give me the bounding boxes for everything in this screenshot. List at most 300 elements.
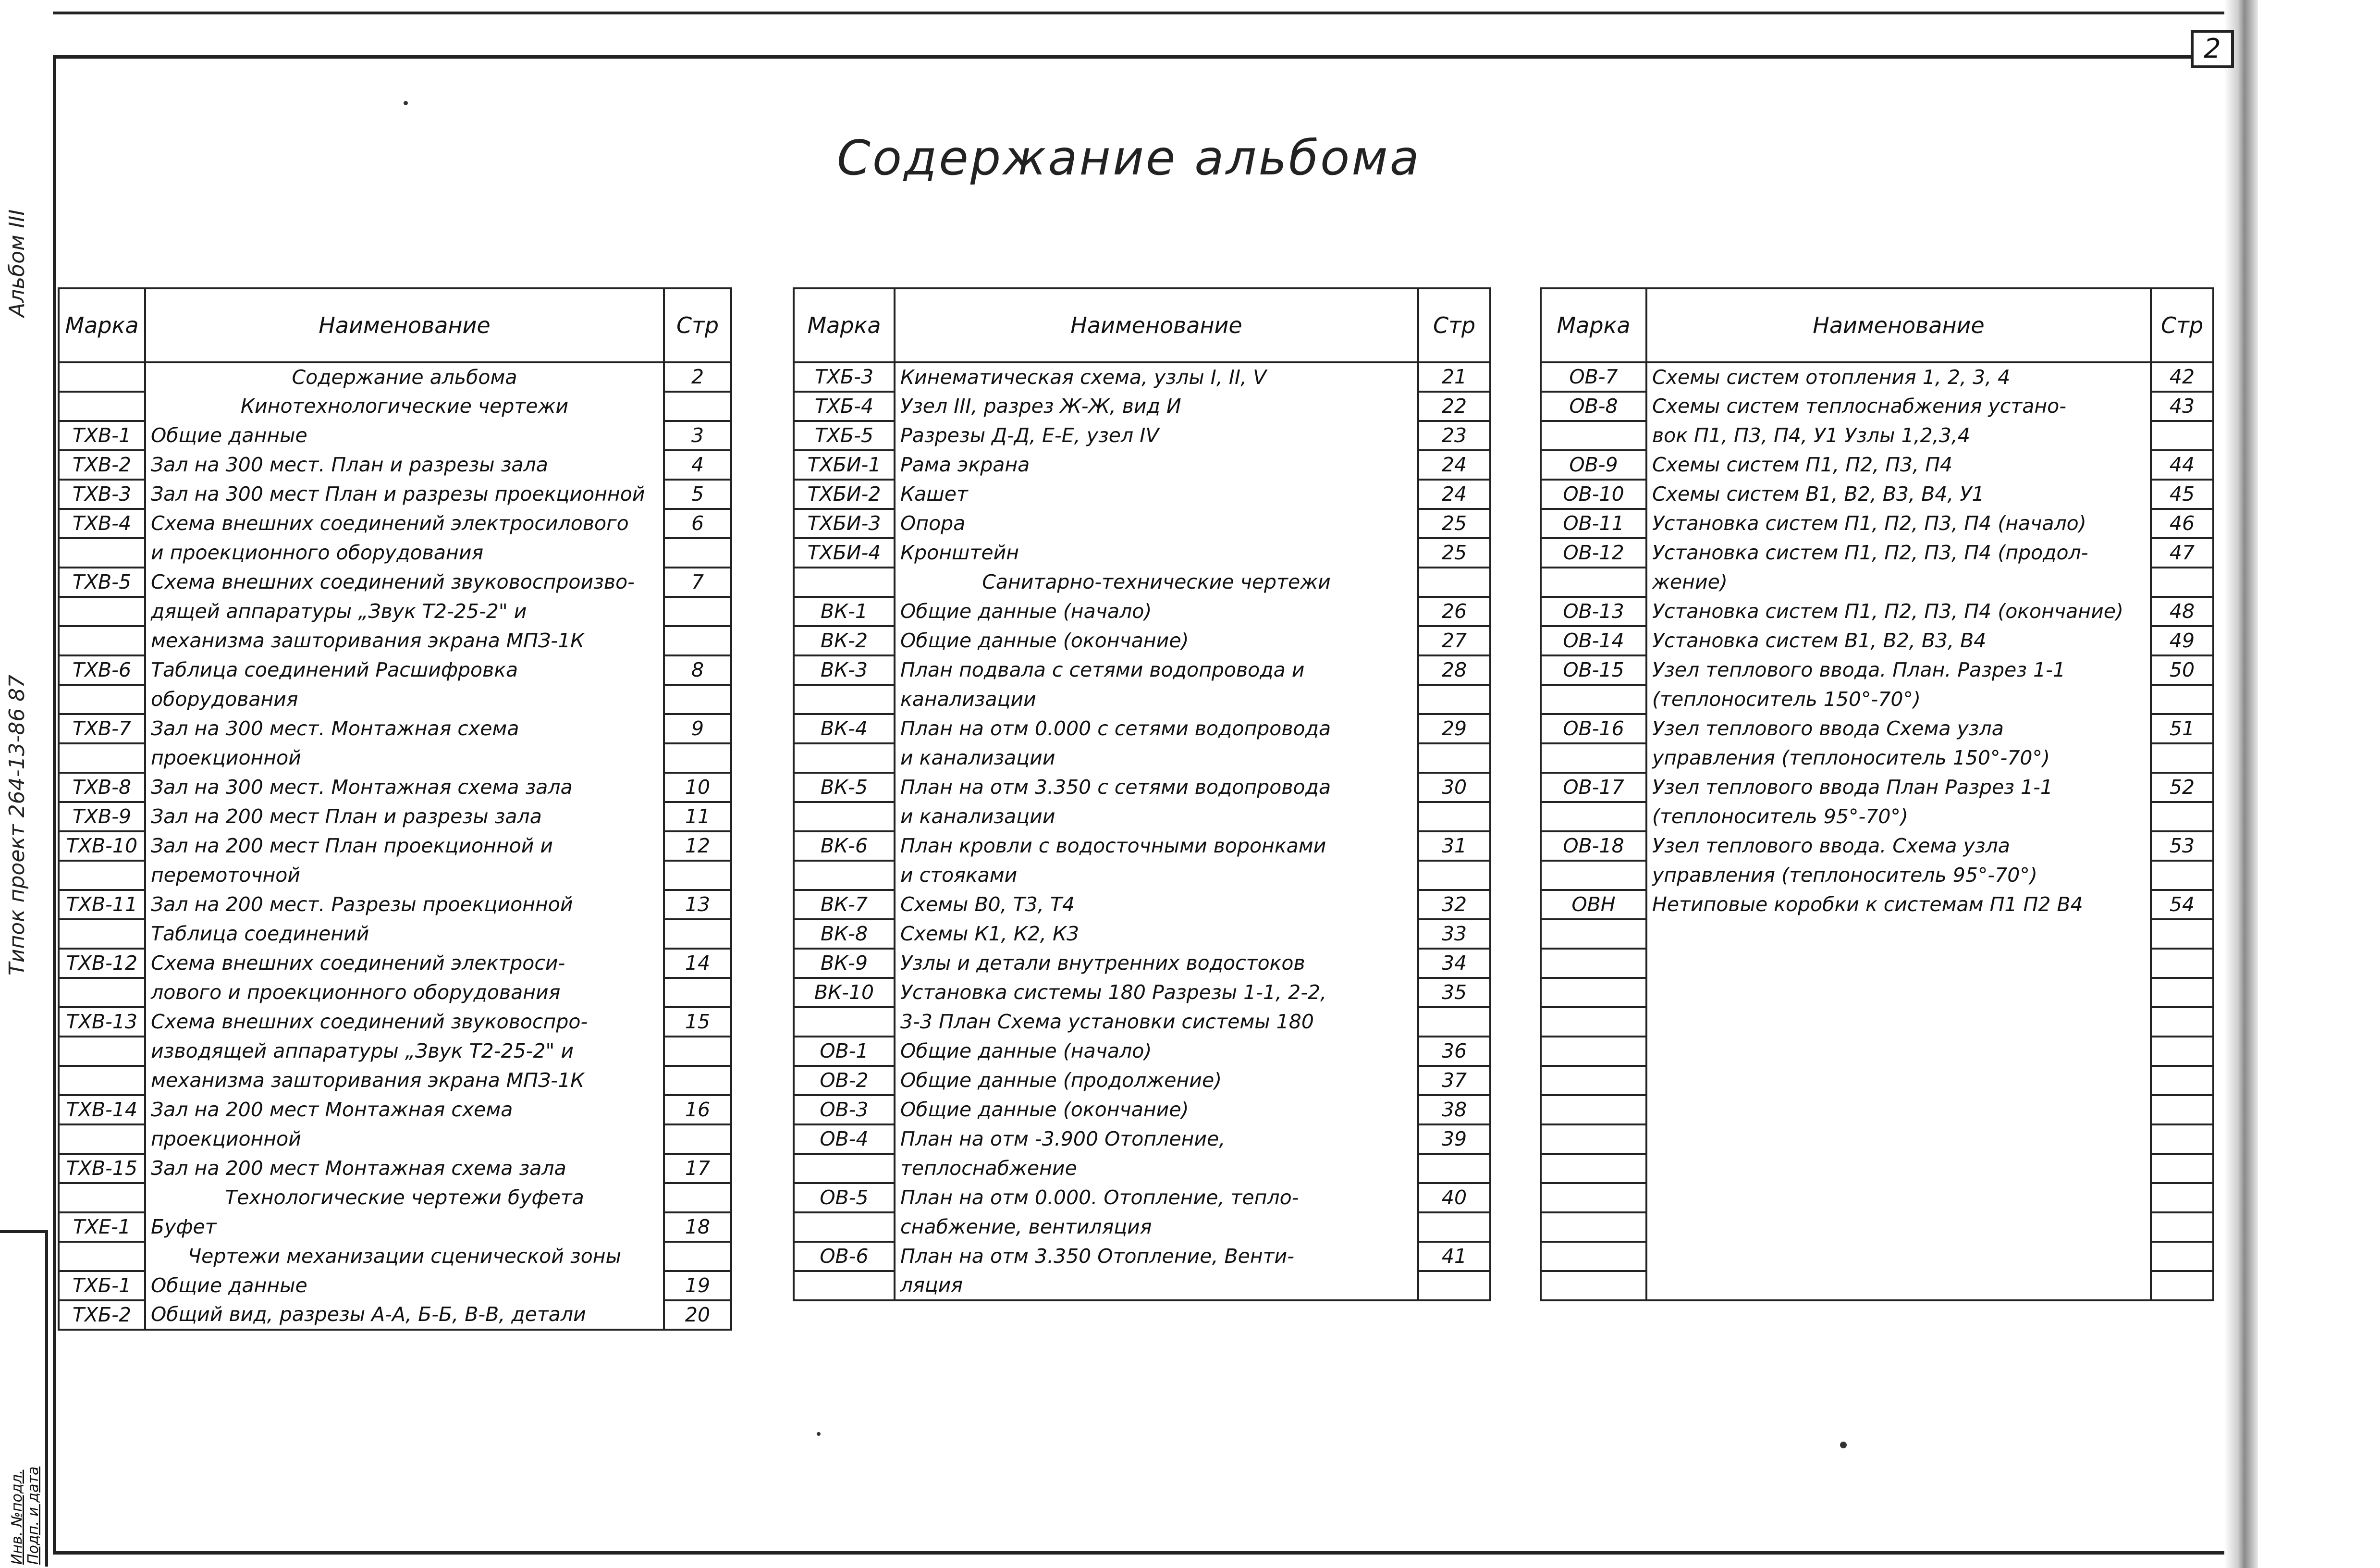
page-cell <box>1418 685 1490 714</box>
page-cell: 9 <box>664 714 731 743</box>
name-cell <box>1646 978 2151 1007</box>
mark-cell <box>1541 1124 1646 1154</box>
table-row <box>59 802 731 831</box>
mark-cell: ВК-3 <box>794 655 895 685</box>
page-cell <box>664 1242 731 1271</box>
mark-cell <box>1541 861 1646 890</box>
page-cell: 37 <box>1418 1066 1490 1095</box>
page-cell: 30 <box>1418 773 1490 802</box>
name-cell: Зал на 300 мест. План и разрезы зала <box>145 450 664 480</box>
mark-cell: ОВ-10 <box>1541 480 1646 509</box>
approval-stamp-box <box>0 1230 48 1567</box>
top-border-line <box>53 12 2253 14</box>
table-row <box>794 1183 1490 1212</box>
table-row <box>794 773 1490 802</box>
table-row <box>59 655 731 685</box>
name-cell <box>1646 1271 2151 1300</box>
mark-cell: ТХВ-4 <box>59 509 145 538</box>
page-cell: 45 <box>2151 480 2213 509</box>
mark-cell: ТХБ-3 <box>794 362 895 392</box>
name-cell: Технологические чертежи буфета <box>145 1183 664 1212</box>
page-cell <box>664 978 731 1007</box>
table-row <box>1541 890 2213 919</box>
name-cell: Кронштейн <box>895 538 1418 568</box>
contents-table-2 <box>793 287 1491 1301</box>
mark-cell: ТХВ-6 <box>59 655 145 685</box>
name-cell: Таблица соединений <box>145 919 664 949</box>
mark-cell <box>59 685 145 714</box>
table-row <box>1541 1154 2213 1183</box>
mark-cell <box>1541 919 1646 949</box>
mark-cell: ТХВ-9 <box>59 802 145 831</box>
mark-cell: ТХБ-2 <box>59 1300 145 1330</box>
table-row <box>59 773 731 802</box>
name-cell: Содержание альбома <box>145 362 664 392</box>
page-cell: 19 <box>664 1271 731 1300</box>
mark-cell: ОВ-7 <box>1541 362 1646 392</box>
mark-cell: ТХВ-12 <box>59 949 145 978</box>
page-cell: 4 <box>664 450 731 480</box>
page-cell: 29 <box>1418 714 1490 743</box>
page-cell: 31 <box>1418 831 1490 861</box>
mark-cell <box>794 685 895 714</box>
page-cell: 53 <box>2151 831 2213 861</box>
page-cell: 33 <box>1418 919 1490 949</box>
mark-cell: ОВ-1 <box>794 1037 895 1066</box>
name-cell: Чертежи механизации сценической зоны <box>145 1242 664 1271</box>
name-cell: Схемы В0, Т3, Т4 <box>895 890 1418 919</box>
table-row <box>59 831 731 861</box>
side-label-project: Типок проект 264-13-86 87 <box>5 674 29 975</box>
page-cell <box>664 743 731 773</box>
name-cell: Схема внешних соединений электроси- <box>145 949 664 978</box>
name-cell: Зал на 200 мест План и разрезы зала <box>145 802 664 831</box>
table-row <box>1541 949 2213 978</box>
name-cell: Кинотехнологические чертежи <box>145 392 664 421</box>
table-row <box>59 1154 731 1183</box>
name-cell: Опора <box>895 509 1418 538</box>
table-row <box>59 1066 731 1095</box>
mark-cell <box>59 1183 145 1212</box>
table-row <box>59 1212 731 1242</box>
table-row <box>1541 362 2213 392</box>
header-page: Стр <box>1418 288 1490 362</box>
table-row <box>1541 685 2213 714</box>
table-row <box>1541 861 2213 890</box>
table-row <box>59 1300 731 1330</box>
name-cell: Зал на 200 мест Монтажная схема зала <box>145 1154 664 1183</box>
mark-cell <box>59 978 145 1007</box>
name-cell: Схемы систем отопления 1, 2, 3, 4 <box>1646 362 2151 392</box>
table-row <box>794 802 1490 831</box>
table-row <box>59 568 731 597</box>
table-row <box>59 1095 731 1124</box>
name-cell: Общие данные (окончание) <box>895 1095 1418 1124</box>
mark-cell: ОВ-2 <box>794 1066 895 1095</box>
mark-cell: ВК-4 <box>794 714 895 743</box>
page-cell <box>664 1124 731 1154</box>
name-cell <box>1646 1242 2151 1271</box>
mark-cell <box>794 743 895 773</box>
mark-cell: ТХБ-5 <box>794 421 895 450</box>
page-cell <box>2151 1154 2213 1183</box>
name-cell: канализации <box>895 685 1418 714</box>
page-cell <box>664 919 731 949</box>
name-cell: Схемы систем теплоснабжения устано- <box>1646 392 2151 421</box>
page-cell: 25 <box>1418 509 1490 538</box>
table-row <box>1541 919 2213 949</box>
page-cell: 12 <box>664 831 731 861</box>
page-cell <box>2151 1124 2213 1154</box>
page-cell: 24 <box>1418 450 1490 480</box>
mark-cell: ОВ-11 <box>1541 509 1646 538</box>
mark-cell: ТХВ-2 <box>59 450 145 480</box>
table-row <box>1541 978 2213 1007</box>
table-row <box>794 626 1490 655</box>
name-cell <box>1646 1124 2151 1154</box>
table-row <box>1541 597 2213 626</box>
page-cell: 43 <box>2151 392 2213 421</box>
page-cell: 14 <box>664 949 731 978</box>
mark-cell: ОВ-12 <box>1541 538 1646 568</box>
name-cell: и канализации <box>895 743 1418 773</box>
table-row <box>59 743 731 773</box>
scan-speck <box>817 1432 821 1436</box>
mark-cell <box>794 1154 895 1183</box>
mark-cell: ТХВ-11 <box>59 890 145 919</box>
mark-cell <box>1541 1037 1646 1066</box>
table-row <box>1541 1095 2213 1124</box>
page-cell <box>2151 1066 2213 1095</box>
page-cell: 48 <box>2151 597 2213 626</box>
page-cell: 54 <box>2151 890 2213 919</box>
name-cell <box>1646 1212 2151 1242</box>
mark-cell: ТХБИ-4 <box>794 538 895 568</box>
header-mark: Марка <box>794 288 895 362</box>
page-cell: 38 <box>1418 1095 1490 1124</box>
table-row <box>59 890 731 919</box>
header-mark: Марка <box>1541 288 1646 362</box>
mark-cell <box>59 1037 145 1066</box>
mark-cell <box>1541 568 1646 597</box>
name-cell: (теплоноситель 95°-70°) <box>1646 802 2151 831</box>
name-cell: Установка систем В1, В2, В3, В4 <box>1646 626 2151 655</box>
mark-cell: ОВ-15 <box>1541 655 1646 685</box>
name-cell: жение) <box>1646 568 2151 597</box>
page-cell <box>2151 1183 2213 1212</box>
table-row <box>794 509 1490 538</box>
page-cell: 52 <box>2151 773 2213 802</box>
table-row <box>59 421 731 450</box>
mark-cell <box>59 392 145 421</box>
page-cell: 17 <box>664 1154 731 1183</box>
name-cell: 3-3 План Схема установки системы 180 <box>895 1007 1418 1037</box>
page-cell <box>664 626 731 655</box>
mark-cell: ТХВ-5 <box>59 568 145 597</box>
mark-cell: ОВ-5 <box>794 1183 895 1212</box>
page-cell: 20 <box>664 1300 731 1330</box>
mark-cell <box>59 743 145 773</box>
mark-cell <box>59 597 145 626</box>
name-cell: План кровли с водосточными воронками <box>895 831 1418 861</box>
name-cell: Узел теплового ввода Схема узла <box>1646 714 2151 743</box>
name-cell: Зал на 200 мест. Разрезы проекционной <box>145 890 664 919</box>
name-cell <box>1646 1066 2151 1095</box>
name-cell: Установка систем П1, П2, П3, П4 (продол- <box>1646 538 2151 568</box>
page-cell: 11 <box>664 802 731 831</box>
page-cell: 36 <box>1418 1037 1490 1066</box>
name-cell: ляция <box>895 1271 1418 1300</box>
mark-cell <box>794 1212 895 1242</box>
page-cell <box>2151 685 2213 714</box>
table-row <box>794 685 1490 714</box>
header-page: Стр <box>2151 288 2213 362</box>
mark-cell: ОВ-16 <box>1541 714 1646 743</box>
name-cell <box>1646 1183 2151 1212</box>
name-cell <box>1646 1007 2151 1037</box>
name-cell: План на отм -3.900 Отопление, <box>895 1124 1418 1154</box>
name-cell: Общие данные (окончание) <box>895 626 1418 655</box>
table-row <box>794 538 1490 568</box>
page-cell <box>664 538 731 568</box>
page-cell <box>1418 1271 1490 1300</box>
page-cell <box>664 597 731 626</box>
mark-cell: ТХВ-7 <box>59 714 145 743</box>
table-row <box>794 743 1490 773</box>
table-row <box>1541 1183 2213 1212</box>
table-row <box>794 714 1490 743</box>
mark-cell: ВК-9 <box>794 949 895 978</box>
table-row <box>794 949 1490 978</box>
name-cell <box>1646 949 2151 978</box>
name-cell: перемоточной <box>145 861 664 890</box>
table-row <box>59 919 731 949</box>
name-cell: Схемы К1, К2, К3 <box>895 919 1418 949</box>
mark-cell <box>1541 1007 1646 1037</box>
table-row <box>59 480 731 509</box>
page-cell: 49 <box>2151 626 2213 655</box>
table-row <box>794 1095 1490 1124</box>
mark-cell <box>794 1271 895 1300</box>
mark-cell: ТХВ-8 <box>59 773 145 802</box>
name-cell: Узел теплового ввода. Схема узла <box>1646 831 2151 861</box>
page-cell: 8 <box>664 655 731 685</box>
table-row <box>794 392 1490 421</box>
name-cell: проекционной <box>145 1124 664 1154</box>
table-row <box>1541 1212 2213 1242</box>
name-cell: и стояками <box>895 861 1418 890</box>
name-cell: Общие данные <box>145 1271 664 1300</box>
page-cell <box>2151 1242 2213 1271</box>
name-cell: Схемы систем В1, В2, В3, В4, У1 <box>1646 480 2151 509</box>
table-row <box>59 949 731 978</box>
name-cell: вок П1, П3, П4, У1 Узлы 1,2,3,4 <box>1646 421 2151 450</box>
page-cell <box>2151 743 2213 773</box>
mark-cell <box>1541 421 1646 450</box>
page-cell: 25 <box>1418 538 1490 568</box>
name-cell: План на отм 0.000. Отопление, тепло- <box>895 1183 1418 1212</box>
page-number: 2 <box>2191 30 2234 68</box>
mark-cell: ОВ-17 <box>1541 773 1646 802</box>
table-row <box>59 1242 731 1271</box>
name-cell <box>1646 1154 2151 1183</box>
header-page: Стр <box>664 288 731 362</box>
mark-cell: ТХБИ-1 <box>794 450 895 480</box>
name-cell: дящей аппаратуры „Звук Т2-25-2" и <box>145 597 664 626</box>
mark-cell: ТХБИ-2 <box>794 480 895 509</box>
table-header-row <box>794 288 1490 362</box>
mark-cell <box>1541 802 1646 831</box>
table-row <box>794 655 1490 685</box>
mark-cell: ВК-8 <box>794 919 895 949</box>
page-cell: 34 <box>1418 949 1490 978</box>
page-cell: 18 <box>664 1212 731 1242</box>
page-cell: 50 <box>2151 655 2213 685</box>
name-cell: снабжение, вентиляция <box>895 1212 1418 1242</box>
mark-cell: ТХВ-1 <box>59 421 145 450</box>
table-row <box>794 568 1490 597</box>
table-row <box>794 1154 1490 1183</box>
mark-cell: ОВ-3 <box>794 1095 895 1124</box>
mark-cell: ОВ-4 <box>794 1124 895 1154</box>
table-row <box>1541 802 2213 831</box>
name-cell: и проекционного оборудования <box>145 538 664 568</box>
page-cell <box>1418 1007 1490 1037</box>
page-cell: 24 <box>1418 480 1490 509</box>
table-row <box>794 480 1490 509</box>
table-row <box>59 1183 731 1212</box>
page-cell: 41 <box>1418 1242 1490 1271</box>
table-row <box>59 1037 731 1066</box>
name-cell: Зал на 200 мест План проекционной и <box>145 831 664 861</box>
name-cell <box>1646 1037 2151 1066</box>
mark-cell: ВК-5 <box>794 773 895 802</box>
mark-cell: ТХЕ-1 <box>59 1212 145 1242</box>
table-row <box>59 685 731 714</box>
mark-cell: ОВ-13 <box>1541 597 1646 626</box>
table-row <box>1541 1242 2213 1271</box>
name-cell: Зал на 200 мест Монтажная схема <box>145 1095 664 1124</box>
name-cell: управления (теплоноситель 95°-70°) <box>1646 861 2151 890</box>
name-cell: Узел теплового ввода. План. Разрез 1-1 <box>1646 655 2151 685</box>
page-cell: 3 <box>664 421 731 450</box>
name-cell: Буфет <box>145 1212 664 1242</box>
table-row <box>59 392 731 421</box>
page-cell: 26 <box>1418 597 1490 626</box>
table-row <box>59 1007 731 1037</box>
table-row <box>59 978 731 1007</box>
mark-cell: ТХВ-3 <box>59 480 145 509</box>
page-cell <box>2151 1271 2213 1300</box>
page-cell: 32 <box>1418 890 1490 919</box>
mark-cell <box>794 568 895 597</box>
page-cell: 16 <box>664 1095 731 1124</box>
mark-cell <box>59 919 145 949</box>
mark-cell: ТХВ-14 <box>59 1095 145 1124</box>
page-cell: 5 <box>664 480 731 509</box>
mark-cell: ОВ-6 <box>794 1242 895 1271</box>
page-cell: 27 <box>1418 626 1490 655</box>
name-cell: Установка систем П1, П2, П3, П4 (окончание) <box>1646 597 2151 626</box>
table-row <box>1541 1271 2213 1300</box>
name-cell: Зал на 300 мест План и разрезы проекционной <box>145 480 664 509</box>
name-cell: Кинематическая схема, узлы I, II, V <box>895 362 1418 392</box>
scan-speck <box>404 101 408 105</box>
name-cell: План на отм 3.350 Отопление, Венти- <box>895 1242 1418 1271</box>
page-cell <box>2151 568 2213 597</box>
table-row <box>59 362 731 392</box>
name-cell: Таблица соединений Расшифровка <box>145 655 664 685</box>
table-row <box>794 1007 1490 1037</box>
name-cell: Установка системы 180 Разрезы 1-1, 2-2, <box>895 978 1418 1007</box>
page-cell <box>664 1037 731 1066</box>
table-row <box>1541 509 2213 538</box>
table-row <box>1541 714 2213 743</box>
contents-table-3 <box>1540 287 2214 1301</box>
page-cell <box>2151 919 2213 949</box>
page-cell: 15 <box>664 1007 731 1037</box>
scan-speck <box>1840 1442 1847 1448</box>
table-row <box>59 714 731 743</box>
name-cell: проекционной <box>145 743 664 773</box>
mark-cell: ТХВ-10 <box>59 831 145 861</box>
page-cell: 44 <box>2151 450 2213 480</box>
page-cell <box>1418 1212 1490 1242</box>
name-cell <box>1646 919 2151 949</box>
table-row <box>794 1212 1490 1242</box>
name-cell: План подвала с сетями водопровода и <box>895 655 1418 685</box>
page-cell <box>664 392 731 421</box>
page-cell <box>2151 978 2213 1007</box>
name-cell: План на отм 3.350 с сетями водопровода <box>895 773 1418 802</box>
page-cell: 51 <box>2151 714 2213 743</box>
page-cell: 7 <box>664 568 731 597</box>
header-name: Наименование <box>145 288 664 362</box>
mark-cell: ТХВ-13 <box>59 1007 145 1037</box>
header-mark: Марка <box>59 288 145 362</box>
table-row <box>59 626 731 655</box>
table-row <box>794 890 1490 919</box>
table-header-row <box>59 288 731 362</box>
mark-cell <box>1541 1183 1646 1212</box>
name-cell: Общие данные <box>145 421 664 450</box>
table-row <box>794 919 1490 949</box>
name-cell: Общие данные (начало) <box>895 597 1418 626</box>
name-cell: оборудования <box>145 685 664 714</box>
mark-cell: ТХВ-15 <box>59 1154 145 1183</box>
page-cell <box>2151 949 2213 978</box>
table-row <box>59 450 731 480</box>
mark-cell <box>59 626 145 655</box>
page-cell <box>2151 861 2213 890</box>
page-cell: 2 <box>664 362 731 392</box>
mark-cell: ОВ-9 <box>1541 450 1646 480</box>
page-cell <box>1418 861 1490 890</box>
mark-cell <box>59 362 145 392</box>
name-cell: Зал на 300 мест. Монтажная схема <box>145 714 664 743</box>
name-cell: механизма зашторивания экрана МПЗ-1К <box>145 1066 664 1095</box>
mark-cell <box>1541 1242 1646 1271</box>
page-cell <box>2151 421 2213 450</box>
page-cell <box>664 685 731 714</box>
name-cell: Зал на 300 мест. Монтажная схема зала <box>145 773 664 802</box>
mark-cell <box>1541 949 1646 978</box>
mark-cell: ВК-7 <box>794 890 895 919</box>
table-row <box>1541 1066 2213 1095</box>
name-cell: Схема внешних соединений звуковоспро- <box>145 1007 664 1037</box>
name-cell: и канализации <box>895 802 1418 831</box>
table-row <box>1541 743 2213 773</box>
